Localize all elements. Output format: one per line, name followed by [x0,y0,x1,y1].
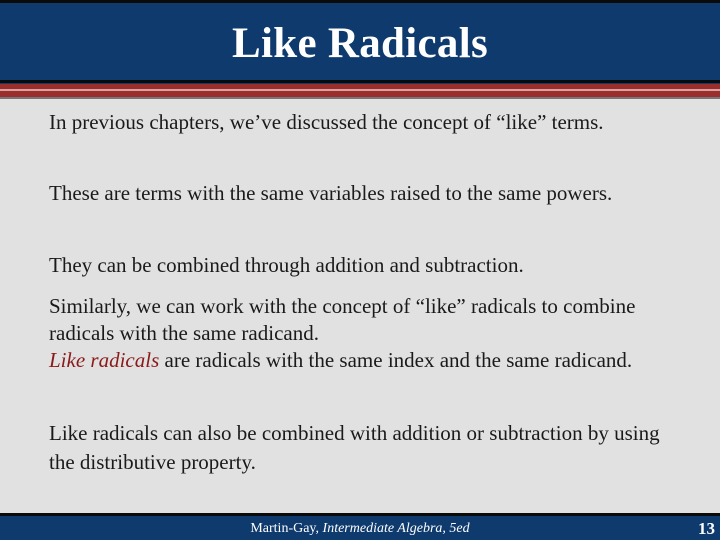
title-bar [0,0,720,84]
emphasis-like-radicals: Like radicals [49,348,160,372]
definition-text: are radicals with the same index and the same radicand. [159,348,633,372]
paragraph-like-radicals-definition [49,346,632,375]
footer-author: Martin-Gay, [250,521,323,536]
paragraph-definition: These are terms with the same variables raised to the same powers. [49,181,613,205]
paragraph-like-terms: In previous chapters, we’ve discussed the concept of “like” terms. [49,110,604,134]
divider-stripe [0,80,720,83]
paragraph-combining: They can be combined through addition and subtraction. [49,253,524,277]
paragraph-like-radicals-intro: Similarly, we can work with the concept of “like” radicals to combine radicals with the same radicand. [49,294,636,345]
slide-number: 13 [698,519,715,538]
slide-title: Like Radicals [232,20,488,67]
footer-credit [0,521,720,537]
paragraph-distributive: Like radicals can also be combined with addition or subtraction by using the distributive property. [49,421,660,474]
divider-stripe [0,97,720,99]
footer-bar [0,513,720,540]
footer-book-title: Intermediate Algebra, 5ed [322,521,470,536]
